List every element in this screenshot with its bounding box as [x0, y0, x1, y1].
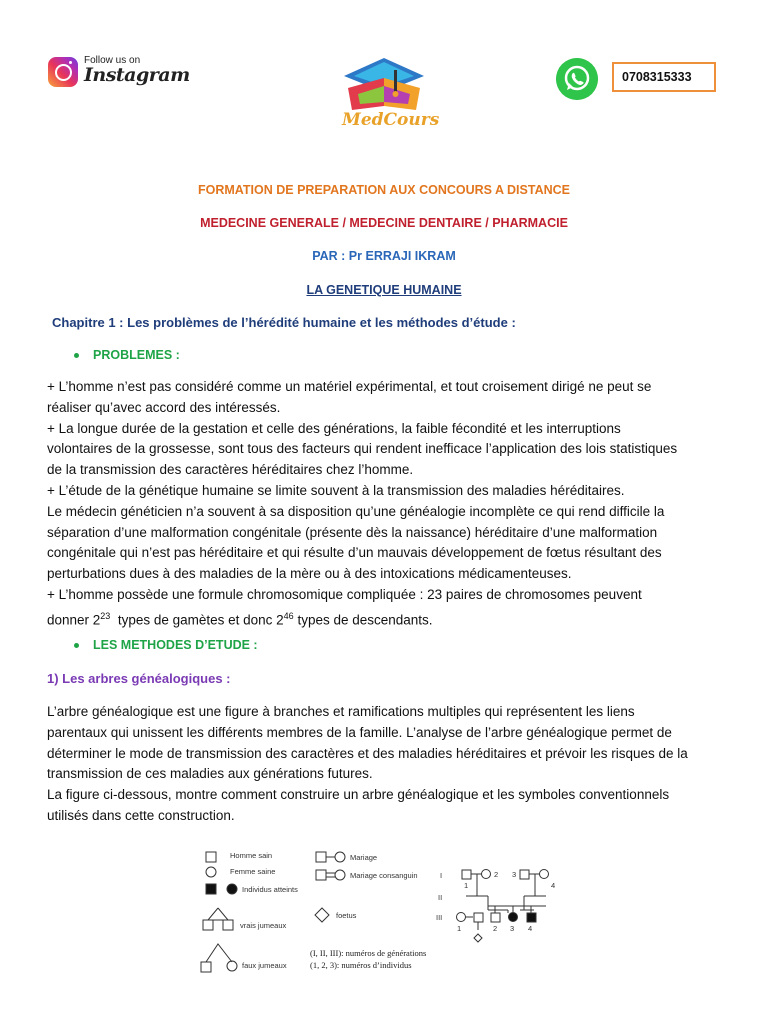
ind-number: 3 [512, 870, 517, 879]
genealogy-subheading: 1) Les arbres généalogiques : [47, 671, 231, 686]
filieres-title: MEDECINE GENERALE / MEDECINE DENTAIRE / PHARMACIE [200, 216, 568, 230]
fig-legend: (I, II, III): numéros de générations [310, 948, 427, 958]
text-line: utilisés dans cette construction. [47, 807, 235, 823]
methods-paragraph [47, 702, 747, 827]
ind-number: 1 [457, 924, 462, 933]
logo-text: MedCours [342, 110, 440, 130]
formation-title: FORMATION DE PREPARATION AUX CONCOURS A DISTANCE [198, 183, 570, 197]
filled-circle-symbol [227, 884, 237, 894]
text-line: + L’étude de la génétique humaine se limite souvent à la transmission des maladies héréditaires. [47, 482, 625, 498]
text-line: déterminer le mode de transmission des caractères et des maladies héréditaires et prévoir les risques de la [47, 745, 688, 761]
ind-number: 2 [493, 924, 498, 933]
fig-label: Mariage [350, 853, 378, 862]
circle-symbol [206, 867, 216, 877]
fig-label: Mariage consanguin [350, 871, 418, 880]
phone-number[interactable]: 0708315333 [622, 70, 692, 84]
problems-heading-text: PROBLEMES : [93, 348, 180, 362]
fig-label: Femme saine [230, 867, 276, 876]
text-line: transmission de ces maladies aux générations futures. [47, 766, 373, 782]
ind-number: 1 [464, 881, 469, 890]
text-fragment: donner 2 [47, 612, 101, 628]
methods-heading-text: LES METHODES D’ETUDE : [93, 638, 258, 652]
gen-label: I [440, 871, 443, 880]
filled-square-symbol [206, 884, 216, 894]
whatsapp-icon[interactable] [556, 58, 598, 100]
gen-label: III [436, 913, 443, 922]
text-line: + La longue durée de la gestation et celle des générations, la faible fécondité et les interruptions [47, 420, 621, 436]
gen-label: II [438, 893, 443, 902]
text-line: séparation d’une malformation congénitale (présente dès la naissance) héréditaire d’une malformation [47, 524, 658, 540]
ind-number: 3 [510, 924, 515, 933]
ind-number: 4 [551, 881, 556, 890]
chapter-title: Chapitre 1 : Les problèmes de l’hérédité humaine et les méthodes d’étude : [52, 315, 516, 330]
text-fragment: types de descendants. [293, 612, 433, 628]
fig-label: vrais jumeaux [240, 921, 287, 930]
fig-legend: (1, 2, 3): numéros d’individus [310, 960, 412, 970]
author-title: PAR : Pr ERRAJI IKRAM [312, 249, 456, 263]
text-line-exponents [47, 606, 747, 631]
problems-paragraph [47, 377, 747, 631]
square-symbol [206, 852, 216, 862]
text-line: congénitale qui n’est pas héréditaire et qui résulte d’un mauvais développement de fœtus résultant des [47, 545, 662, 561]
instagram-follow-text: Follow us on [84, 55, 141, 66]
fig-label: foetus [336, 911, 357, 920]
text-line: volontaires de la grossesse, sont tous des facteurs qui rendent inefficace l’application des lois statistiques [47, 441, 678, 457]
text-line: parentaux qui unissent les différents membres de la famille. L’analyse de l’arbre généalogique permet de [47, 724, 672, 740]
instagram-wordmark[interactable]: Instagram [84, 64, 190, 86]
problems-heading [74, 348, 180, 362]
text-line: réaliser qu’avec accord des intéressés. [47, 399, 281, 415]
bullet-icon [74, 353, 79, 358]
subject-title: LA GENETIQUE HUMAINE [306, 283, 462, 297]
text-line: de la transmission des caractères héréditaires chez l’homme. [47, 462, 414, 478]
text-line: + L’homme possède une formule chromosomique compliquée : 23 paires de chromosomes peuvent [47, 586, 642, 602]
fig-label: faux jumeaux [242, 961, 287, 970]
ind-number: 2 [494, 870, 499, 879]
methods-heading [74, 638, 258, 652]
text-line: La figure ci-dessous, montre comment construire un arbre généalogique et les symboles conventionnels [47, 787, 670, 803]
bullet-icon [74, 643, 79, 648]
text-line: L’arbre généalogique est une figure à branches et ramifications multiples qui représentent les liens [47, 704, 635, 719]
ind-number: 4 [528, 924, 533, 933]
fig-label: Individus atteints [242, 885, 298, 894]
text-line: + L’homme n’est pas considéré comme un matériel expérimental, et tout croisement dirigé ne peut se [47, 379, 652, 394]
instagram-icon[interactable] [48, 57, 78, 87]
text-line: perturbations dues à des maladies de la mère ou à des intoxications médicamenteuses. [47, 566, 572, 582]
exponent: 23 [100, 610, 111, 621]
text-fragment: types de gamètes et donc 2 [110, 612, 284, 628]
exponent: 46 [283, 610, 294, 621]
fig-label: Homme sain [230, 851, 273, 860]
text-line: Le médecin généticien n’a souvent à sa disposition qu’une généalogie incomplète ce qui rend difficile la [47, 503, 665, 519]
genealogy-figure [198, 838, 568, 978]
